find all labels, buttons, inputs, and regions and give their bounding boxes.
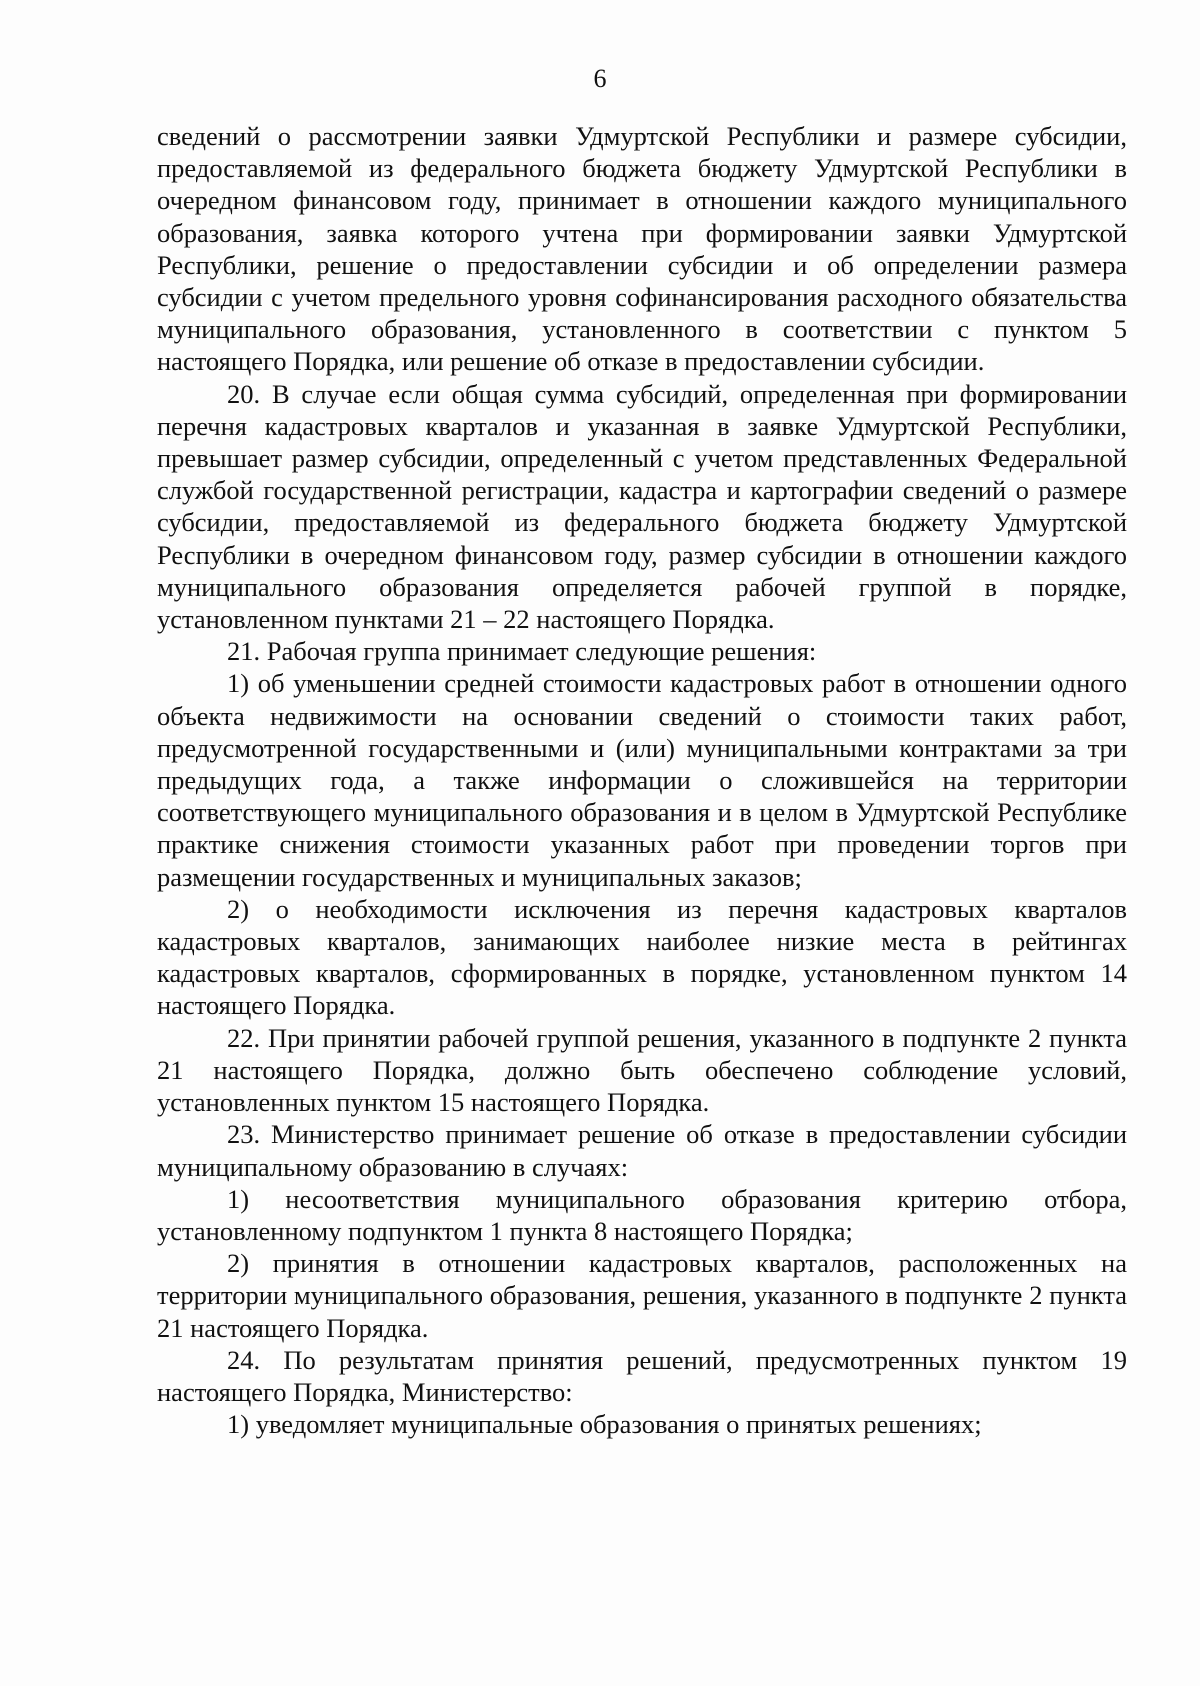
paragraph-23: 23. Министерство принимает решение об отказе в предоставлении субсидии муниципальному образованию в случаях:: [157, 1119, 1127, 1182]
paragraph-23-item-1: 1) несоответствия муниципального образования критерию отбора, установленному подпунктом 1 пункта 8 настоящего Порядка;: [157, 1183, 1127, 1246]
paragraph-24-item-1: 1) уведомляет муниципальные образования о принятых решениях;: [227, 1409, 982, 1440]
document-body: [157, 120, 1127, 1440]
paragraph-21-item-2: 2) о необходимости исключения из перечня кадастровых кварталов кадастровых кварталов, занимающих наиболее низкие места в рейтингах кадастровых кварталов, сформированных в порядке, установленном пунктом 14 настоящего Порядка.: [157, 893, 1127, 1021]
page-number: 6: [593, 64, 607, 93]
paragraph-21-item-1: 1) об уменьшении средней стоимости кадастровых работ в отношении одного объекта недвижимости на основании сведений о стоимости таких работ, предусмотренной государственными и (или) муниципальными контрактами за три предыдущих года, а также информации о сложившейся на территории соответствующего муниципального образования и в целом в Удмуртской Республике практике снижения стоимости указанных работ при проведении торгов при размещении государственных и муниципальных заказов;: [157, 668, 1127, 892]
paragraph-23-item-2: 2) принятия в отношении кадастровых кварталов, расположенных на территории муниципального образования, решения, указанного в подпункте 2 пункта 21 настоящего Порядка.: [157, 1248, 1127, 1343]
paragraph-21: 21. Рабочая группа принимает следующие решения:: [227, 636, 817, 667]
paragraph-24: 24. По результатам принятия решений, предусмотренных пунктом 19 настоящего Порядка, Министерство:: [157, 1344, 1127, 1407]
paragraph-20: 20. В случае если общая сумма субсидий, определенная при формировании перечня кадастровых кварталов и указанная в заявке Удмуртской Республики, превышает размер субсидии, определенный с учетом представленных Федеральной службой государственной регистрации, кадастра и картографии сведений о размере субсидии, предоставляемой из федерального бюджета бюджету Удмуртской Республики в очередном финансовом году, размер субсидии в отношении каждого муниципального образования определяется рабочей группой в порядке, установленном пунктами 21 – 22 настоящего Порядка.: [157, 378, 1127, 635]
paragraph-continuation: сведений о рассмотрении заявки Удмуртской Республики и размере субсидии, предоставляемой из федерального бюджета бюджету Удмуртской Республики в очередном финансовом году, принимает в отношении каждого муниципального образования, заявка которого учтена при формировании заявки Удмуртской Республики, решение о предоставлении субсидии и об определении размера субсидии с учетом предельного уровня софинансирования расходного обязательства муниципального образования, установленного в соответствии с пунктом 5 настоящего Порядка, или решение об отказе в предоставлении субсидии.: [157, 121, 1127, 377]
paragraph-22: 22. При принятии рабочей группой решения, указанного в подпункте 2 пункта 21 настоящего Порядка, должно быть обеспечено соблюдение условий, установленных пунктом 15 настоящего Порядка.: [157, 1022, 1127, 1118]
